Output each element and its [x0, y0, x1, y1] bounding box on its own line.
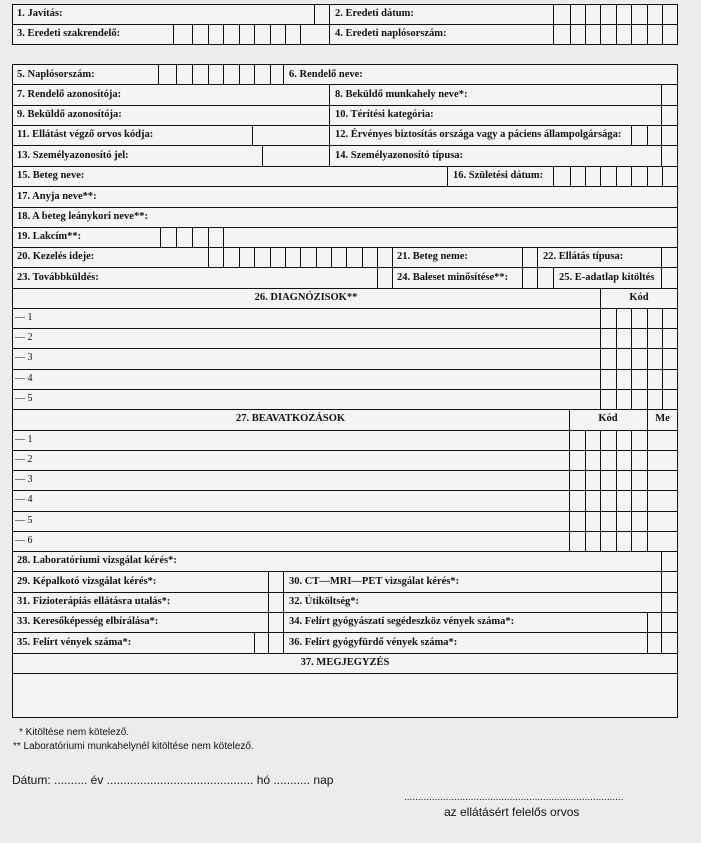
procedures-title: 27. BEAVATKOZÁSOK [235, 413, 346, 424]
field-15-label: 15. Beteg neve: [17, 170, 85, 181]
field-35-label: 35. Felírt vények száma*: [17, 637, 132, 648]
field-16-label: 16. Születési dátum: [453, 170, 544, 181]
field-2-label: 2. Eredeti dátum: [335, 8, 414, 19]
footnote-optional: * Kitöltése nem kötelező. [19, 727, 130, 738]
diagnoses-title: 26. DIAGNÓZISOK** [254, 292, 358, 303]
field-3-label: 3. Eredeti szakrendelő: [17, 28, 121, 39]
procedure-row-6: — 6 [15, 535, 33, 546]
signature-caption: az ellátásért felelős orvos [444, 805, 580, 819]
field-32-label: 32. Útiköltség*: [289, 596, 359, 607]
remarks-area[interactable] [13, 674, 677, 717]
field-31-label: 31. Fizioterápiás ellátásra utalás*: [17, 596, 171, 607]
field-28-label: 28. Laboratóriumi vizsgálat kérés*: [17, 555, 177, 566]
field-30-label: 30. CT—MRI—PET vizsgálat kérés*: [289, 576, 460, 587]
field-22-label: 22. Ellátás típusa: [543, 251, 624, 262]
procedure-row-1: — 1 [15, 434, 33, 445]
diagnosis-row-4: — 4 [15, 373, 33, 384]
field-6-label: 6. Rendelő neve: [289, 69, 363, 80]
field-7-label: 7. Rendelő azonosítója: [17, 89, 122, 100]
procedure-row-4: — 4 [15, 494, 33, 505]
field-18-label: 18. A beteg leánykori neve**: [17, 211, 148, 222]
field-13-label: 13. Személyazonosító jel: [17, 150, 129, 161]
field-24-label: 24. Baleset minősítése**: [397, 272, 509, 283]
field-17-label: 17. Anyja neve**: [17, 191, 97, 202]
field-8-label: 8. Beküldő munkahely neve*: [335, 89, 468, 100]
field-20-label: 20. Kezelés ideje: [17, 251, 95, 262]
field-5-label: 5. Naplósorszám: [17, 69, 95, 80]
diagnosis-row-1: — 1 [15, 312, 33, 323]
field-34-label: 34. Felírt gyógyászati segédeszköz vények száma*: [289, 616, 515, 627]
field-19-label: 19. Lakcím**: [17, 231, 82, 242]
field-25-label: 25. E-adatlap kitöltés [559, 272, 655, 283]
field-11-label: 11. Ellátást végző orvos kódja: [17, 129, 154, 140]
procedure-row-5: — 5 [15, 515, 33, 526]
procedure-row-2: — 2 [15, 454, 33, 465]
field-9-label: 9. Beküldő azonosítója: [17, 109, 122, 120]
date-line: Dátum: .......... év ............................................ hó ........... nap [12, 773, 334, 787]
diagnosis-row-2: — 2 [15, 332, 33, 343]
field-21-label: 21. Beteg neme: [397, 251, 468, 262]
field-10-label: 10. Térítési kategória: [335, 109, 434, 120]
field-23-label: 23. Továbbküldés: [17, 272, 99, 283]
diagnosis-row-5: — 5 [15, 393, 33, 404]
procedures-qty-header: Me [655, 413, 670, 424]
footnote-lab-optional: ** Laboratóriumi munkahelynél kitöltése nem kötelező. [13, 741, 254, 752]
diagnosis-row-3: — 3 [15, 352, 33, 363]
field-29-label: 29. Képalkotó vizsgálat kérés*: [17, 576, 157, 587]
field-33-label: 33. Keresőképesség elbírálása*: [17, 616, 159, 627]
diagnoses-code-header: Kód [629, 292, 649, 303]
field-37-title: 37. MEGJEGYZÉS [300, 657, 390, 668]
field-4-label: 4. Eredeti naplósorszám: [335, 28, 447, 39]
field-14-label: 14. Személyazonosító típusa: [335, 150, 464, 161]
signature-line: ............................................................................... [404, 792, 624, 803]
field-36-label: 36. Felírt gyógyfürdő vények száma*: [289, 637, 458, 648]
field-1-label: 1. Javítás: [17, 8, 63, 19]
procedures-code-header: Kód [598, 413, 618, 424]
procedure-row-3: — 3 [15, 474, 33, 485]
field-12-label: 12. Érvényes biztosítás országa vagy a páciens állampolgársága: [335, 129, 622, 140]
